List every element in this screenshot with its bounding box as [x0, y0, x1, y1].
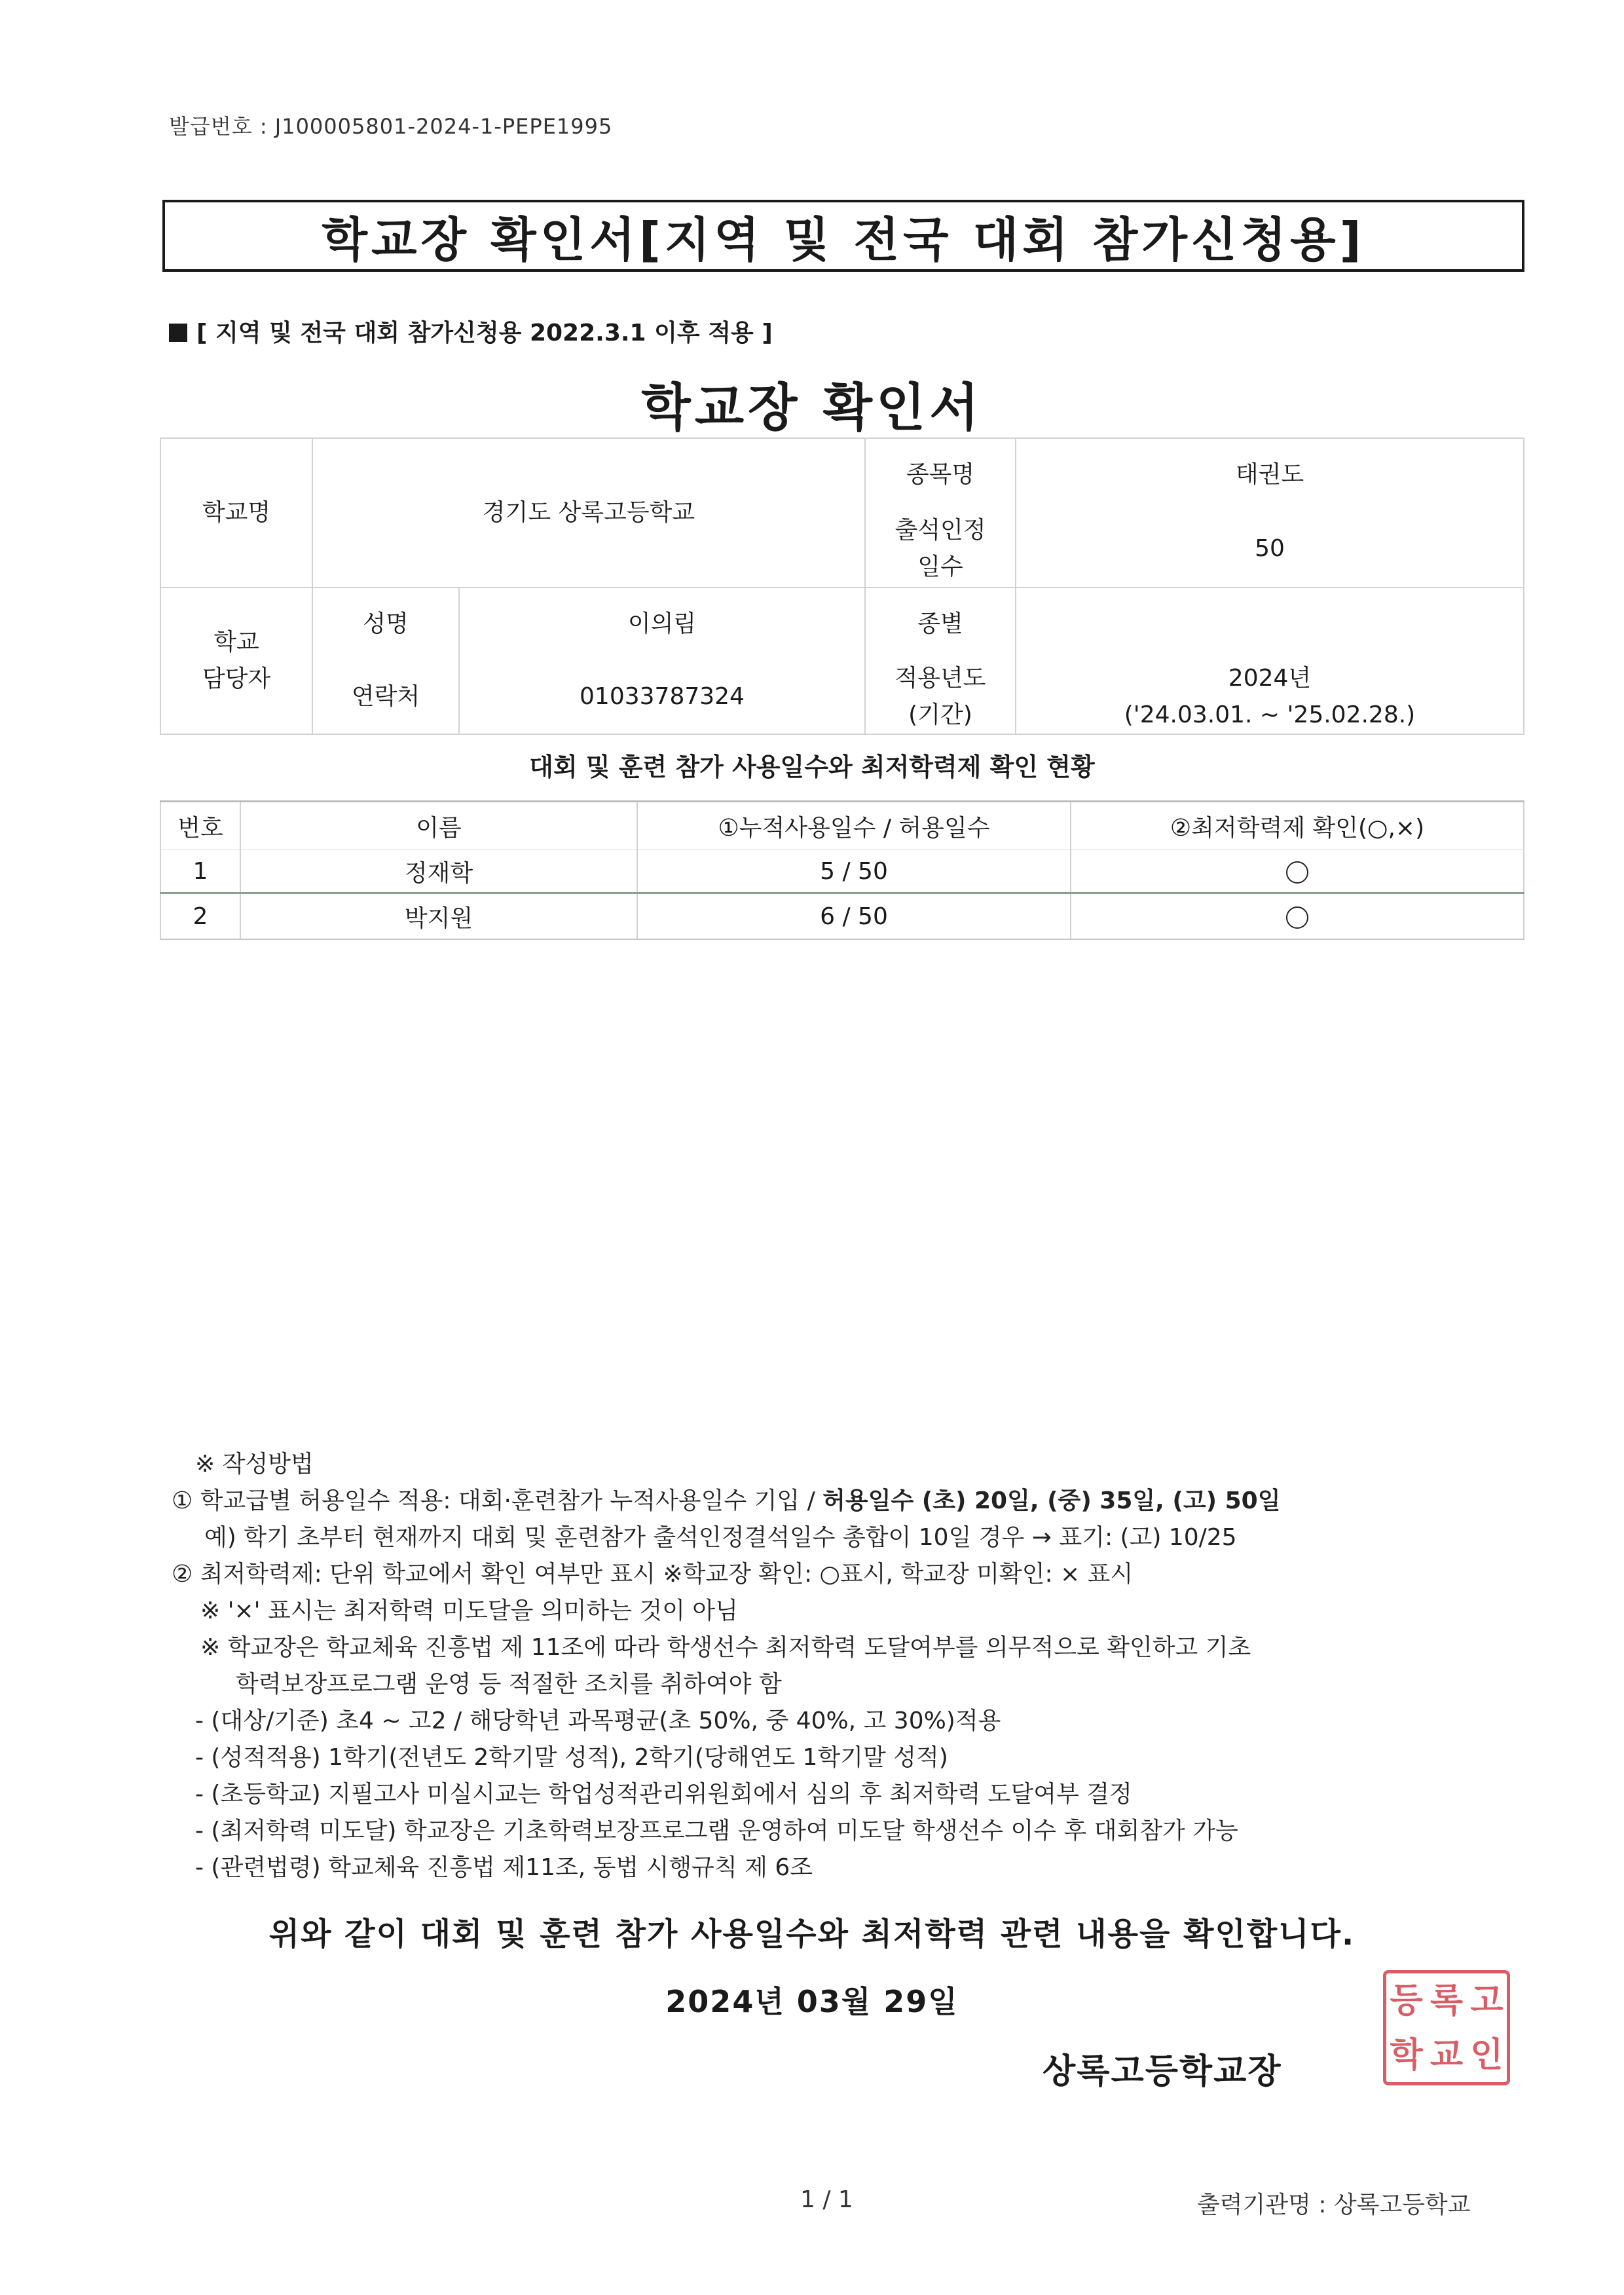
official-seal	[1383, 1970, 1510, 2085]
staff-name-label: 성명	[312, 588, 459, 660]
staff-contact-label: 연락처	[312, 660, 459, 734]
row-check	[1071, 893, 1524, 940]
category-value	[1016, 588, 1524, 660]
staff-label-2: 담당자	[202, 665, 271, 692]
attendance-days-label-2: 일수	[917, 553, 963, 580]
staff-label-1: 학교	[213, 629, 259, 656]
apply-year-value-2: ('24.03.01. ~ '25.02.28.)	[1124, 701, 1416, 728]
black-square-icon	[169, 324, 187, 342]
attendance-days-value: 50	[1016, 510, 1524, 588]
instruction-line: 학력보장프로그램 운영 등 적절한 조치를 취하여야 함	[236, 1671, 782, 1698]
header-name: 이름	[240, 802, 637, 850]
table-row	[160, 893, 1524, 940]
header-number: 번호	[160, 802, 240, 850]
seal-char: 록	[1430, 1981, 1464, 2021]
instruction-line: ② 최저학력제: 단위 학교에서 확인 여부만 표시 ※학교장 확인: ○표시, 학교장 미확인: × 표시	[172, 1561, 1134, 1588]
seal-char: 교	[1430, 2035, 1464, 2075]
form-subtitle: 학교장 확인서	[641, 379, 983, 438]
status-table	[160, 800, 1524, 940]
header-used-days: ①누적사용일수 / 허용일수	[637, 802, 1071, 850]
table-row	[160, 850, 1524, 893]
apply-year-label-1: 적용년도	[895, 664, 986, 692]
row-name: 정재학	[240, 850, 637, 893]
school-value: 경기도 상록고등학교	[312, 438, 865, 588]
status-header-row	[160, 802, 1524, 850]
confirmation-statement: 위와 같이 대회 및 훈련 참가 사용일수와 최저학력 관련 내용을 확인합니다.	[268, 1916, 1356, 1952]
info-table	[160, 438, 1524, 735]
instruction-line-text: ① 학교급별 허용일수 적용: 대회·훈련참가 누적사용일수 기입 /	[172, 1487, 823, 1514]
row-check	[1071, 850, 1524, 893]
writing-instructions	[172, 1446, 1280, 1886]
instruction-line: 예) 학기 초부터 현재까지 대회 및 훈련참가 출석인정결석일수 총합이 10일 경우 → 표기: (고) 10/25	[204, 1524, 1237, 1551]
instruction-line: - (초등학교) 지필고사 미실시교는 학업성적관리위원회에서 심의 후 최저학력 도달여부 결정	[195, 1781, 1132, 1808]
application-note-text: [ 지역 및 전국 대회 참가신청용 2022.3.1 이후 적용 ]	[196, 320, 773, 346]
principal-title: 상록고등학교장	[1043, 2052, 1282, 2091]
instruction-line: ※ 학교장은 학교체육 진흥법 제 11조에 따라 학생선수 최저학력 도달여부를 의무적으로 확인하고 기초	[200, 1634, 1251, 1661]
event-label: 종목명	[865, 438, 1016, 510]
apply-year-label	[865, 660, 1016, 734]
row-name: 박지원	[240, 893, 637, 940]
seal-char: 등	[1390, 1981, 1423, 2021]
application-note	[169, 314, 773, 348]
instruction-line: - (대상/기준) 초4 ~ 고2 / 해당학년 과목평균(초 50%, 중 40%, 고 30%)적용	[195, 1707, 1001, 1734]
document-title	[162, 200, 1524, 272]
circle-icon	[1286, 906, 1308, 929]
instruction-line: - (성적적용) 1학기(전년도 2학기말 성적), 2학기(당해연도 1학기말 성적)	[195, 1744, 948, 1771]
row-used-days: 5 / 50	[637, 850, 1071, 893]
instruction-line: - (최저학력 미도달) 학교장은 기초학력보장프로그램 운영하여 미도달 학생선수 이수 후 대회참가 가능	[195, 1818, 1238, 1844]
apply-year-value	[1016, 660, 1524, 734]
row-number: 2	[160, 893, 240, 940]
staff-contact-value: 01033787324	[459, 660, 865, 734]
instruction-line	[172, 1483, 1280, 1520]
output-organization: 출력기관명 : 상록고등학교	[1197, 2192, 1471, 2218]
staff-label	[160, 588, 312, 734]
instruction-line: ※ '×' 표시는 최저학력 미도달을 의미하는 것이 아님	[200, 1597, 738, 1624]
event-value: 태권도	[1016, 438, 1524, 510]
attendance-days-label	[865, 510, 1016, 588]
seal-char: 고	[1470, 1981, 1504, 2021]
allowed-days-text: 허용일수 (초) 20일, (중) 35일, (고) 50일	[822, 1487, 1281, 1514]
instructions-heading: ※ 작성방법	[195, 1451, 314, 1478]
apply-year-label-2: (기간)	[908, 701, 972, 728]
page-number: 1 / 1	[800, 2186, 853, 2213]
instruction-line: - (관련법령) 학교체육 진흥법 제11조, 동법 시행규칙 제 6조	[195, 1854, 813, 1881]
row-used-days: 6 / 50	[637, 893, 1071, 940]
staff-name-value: 이의림	[459, 588, 865, 660]
issue-date: 2024년 03월 29일	[665, 1984, 959, 2019]
issue-number: 발급번호 : J100005801-2024-1-PEPE1995	[169, 114, 613, 139]
attendance-days-label-1: 출석인정	[895, 516, 986, 544]
category-label: 종별	[865, 588, 1016, 660]
school-label: 학교명	[160, 438, 312, 588]
header-min-academic: ②최저학력제 확인(○,×)	[1071, 802, 1524, 850]
row-number: 1	[160, 850, 240, 893]
document-title-text: 학교장 확인서[지역 및 전국 대회 참가신청용]	[322, 212, 1365, 267]
seal-char: 인	[1470, 2035, 1504, 2075]
circle-icon	[1286, 861, 1308, 884]
seal-char: 학	[1390, 2035, 1423, 2075]
apply-year-value-1: 2024년	[1228, 664, 1312, 692]
status-section-title: 대회 및 훈련 참가 사용일수와 최저학력제 확인 현황	[529, 753, 1095, 781]
